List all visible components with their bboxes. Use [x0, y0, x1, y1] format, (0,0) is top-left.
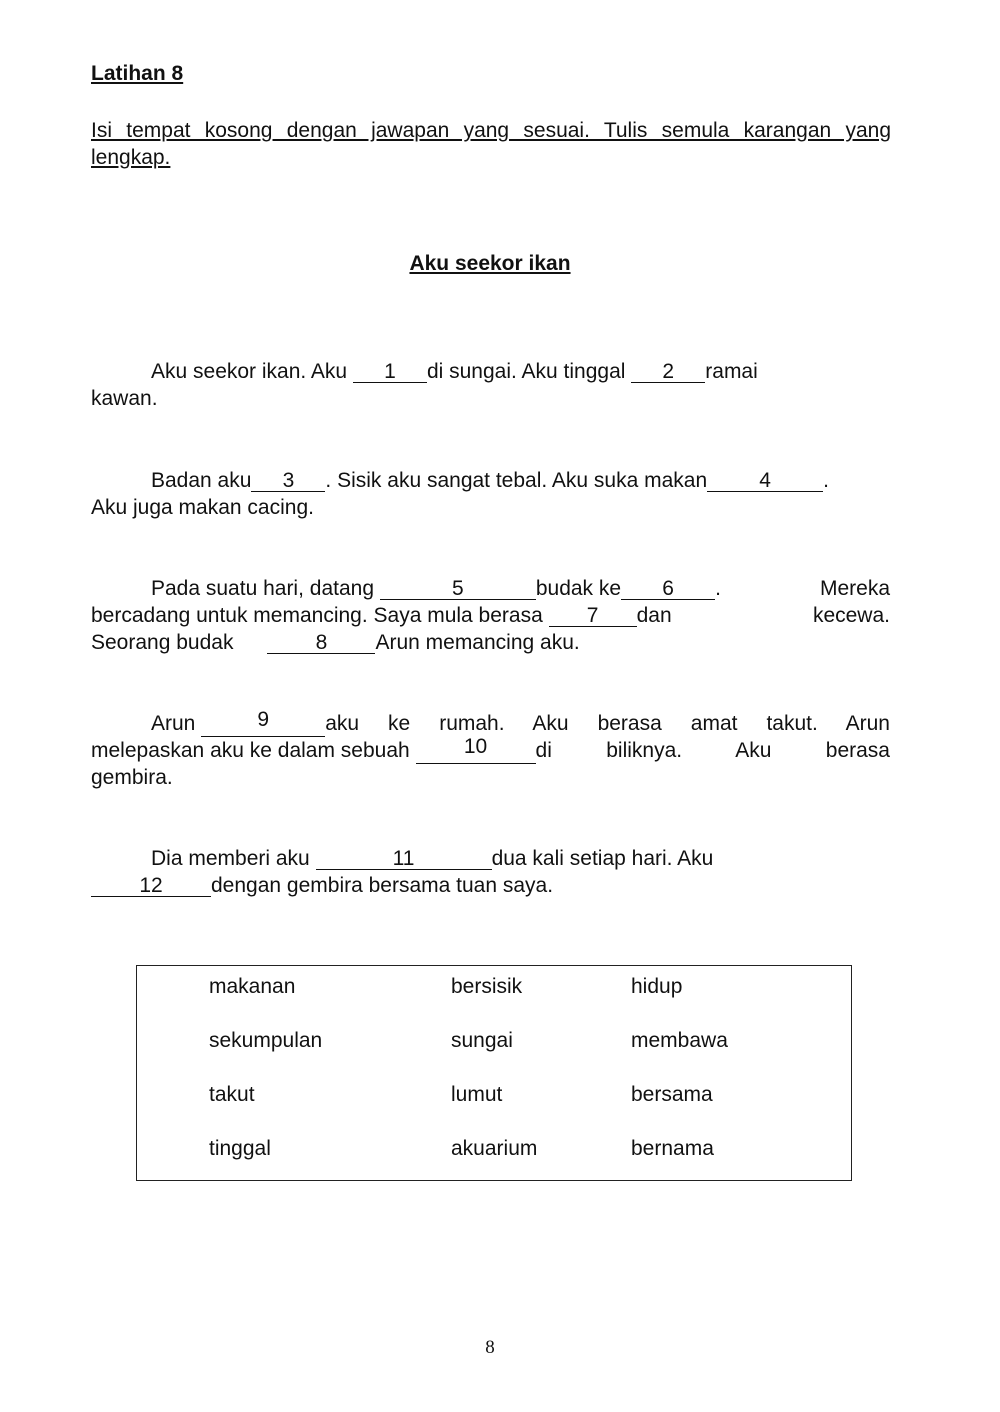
text-segment: Arun memancing aku. — [375, 631, 580, 654]
blank-6[interactable]: 6 — [621, 579, 715, 600]
text-group — [151, 575, 721, 602]
text-segment: Seorang budak — [91, 631, 234, 654]
essay-title: Aku seekor ikan — [409, 252, 571, 275]
text-segment: budak ke — [535, 577, 622, 600]
text-segment: Arun — [151, 712, 202, 735]
word-bank-item: sekumpulan — [209, 1029, 323, 1052]
word-bank-item: membawa — [631, 1029, 728, 1052]
paragraph-line — [91, 358, 890, 385]
word-bank-item: bersisik — [451, 975, 523, 998]
text-segment: Pada suatu hari, datang — [151, 577, 380, 600]
paragraph-4 — [91, 710, 890, 791]
paragraph-line — [91, 845, 890, 872]
paragraph-5 — [91, 845, 890, 899]
paragraph-line — [91, 710, 890, 737]
blank-12[interactable]: 12 — [91, 876, 211, 897]
paragraph-line — [91, 629, 890, 656]
paragraph-line: Aku juga makan cacing. — [91, 496, 314, 519]
blank-3[interactable]: 3 — [251, 471, 325, 492]
text-segment: melepaskan aku ke dalam sebuah — [91, 739, 416, 762]
blank-5[interactable]: 5 — [380, 579, 536, 600]
text-segment: kecewa. — [812, 604, 890, 627]
text-segment: Badan aku — [151, 469, 252, 492]
word-bank-item: hidup — [631, 975, 683, 998]
text-segment: dengan gembira bersama tuan saya. — [211, 874, 554, 897]
word-bank-item: makanan — [209, 975, 296, 998]
text-segment: Aku seekor ikan. Aku — [151, 360, 353, 383]
blank-10[interactable]: 10 — [416, 737, 536, 764]
page-number: 8 — [485, 1337, 495, 1358]
paragraph-2 — [91, 467, 890, 521]
paragraph-line: kawan. — [91, 387, 158, 410]
paragraph-line — [91, 737, 890, 764]
word-bank-item: takut — [209, 1083, 255, 1106]
word-bank-item: bersama — [631, 1083, 713, 1106]
paragraph-line — [91, 575, 890, 602]
word-bank-item: bernama — [631, 1137, 714, 1160]
text-segment: di sungai. Aku tinggal — [426, 360, 632, 383]
word-bank-item: lumut — [451, 1083, 503, 1106]
paragraph-line: gembira. — [91, 766, 173, 789]
instruction-text: Isi tempat kosong dengan jawapan yang sesuai. Tulis semula karangan yang lengkap. — [91, 119, 891, 169]
word-bank-item: akuarium — [451, 1137, 538, 1160]
paragraph-line — [91, 602, 890, 629]
text-group — [91, 602, 672, 629]
text-segment: . — [715, 577, 721, 600]
paragraph-line — [91, 467, 890, 494]
blank-1[interactable]: 1 — [353, 362, 427, 383]
blank-8[interactable]: 8 — [267, 633, 375, 654]
text-segment: . Sisik aku sangat tebal. Aku suka makan — [325, 469, 708, 492]
word-bank-item: tinggal — [209, 1137, 271, 1160]
exercise-heading: Latihan 8 — [91, 62, 184, 85]
word-bank-box — [136, 965, 852, 1181]
blank-9[interactable]: 9 — [201, 710, 325, 737]
blank-11[interactable]: 11 — [316, 849, 492, 870]
text-segment: bercadang untuk memancing. Saya mula berasa — [91, 604, 549, 627]
blank-2[interactable]: 2 — [631, 362, 705, 383]
text-segment: ramai — [705, 360, 758, 383]
word-bank-item: sungai — [451, 1029, 513, 1052]
text-segment: Mereka — [819, 577, 890, 600]
text-segment: dua kali setiap hari. Aku — [491, 847, 714, 870]
paragraph-line — [91, 872, 890, 899]
paragraph-3 — [91, 575, 890, 656]
text-segment: di biliknya. Aku berasa — [535, 739, 890, 762]
blank-4[interactable]: 4 — [707, 471, 823, 492]
text-segment: Dia memberi aku — [151, 847, 316, 870]
text-segment: . — [823, 469, 829, 492]
text-segment: dan — [636, 604, 672, 627]
paragraph-1 — [91, 358, 890, 412]
blank-7[interactable]: 7 — [549, 606, 637, 627]
text-segment: aku ke rumah. Aku berasa amat takut. Arun — [325, 712, 890, 735]
